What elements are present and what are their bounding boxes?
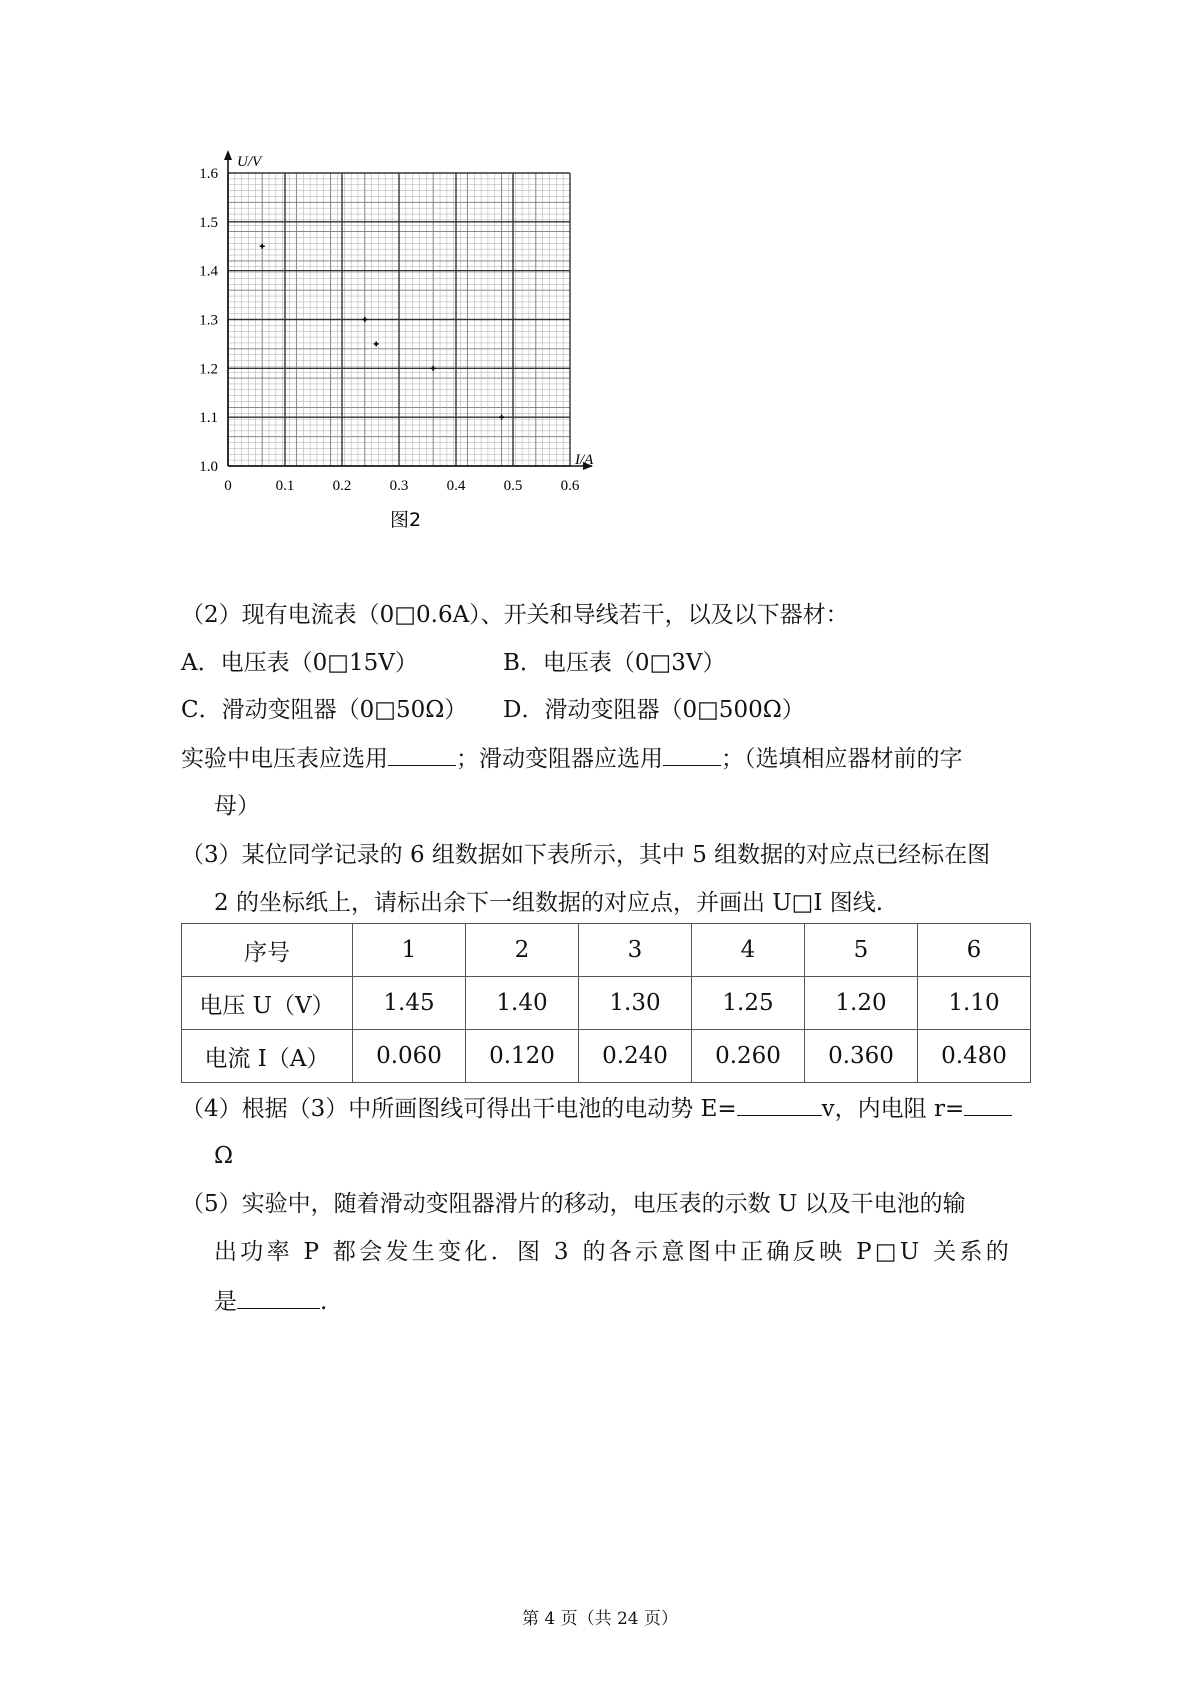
table-cell: 1 <box>353 924 466 977</box>
q4-emf-text: （4）根据（3）中所画图线可得出干电池的电动势 E= <box>181 1096 737 1122</box>
data-table <box>181 923 1031 1083</box>
q4-unit: Ω <box>214 1143 234 1169</box>
table-row <box>182 1030 1031 1083</box>
q2-intro: （2）现有电流表（0□0.6A）、开关和导线若干，以及以下器材： <box>181 602 849 628</box>
table-cell: 0.480 <box>918 1030 1031 1083</box>
x-tick-label: 0.4 <box>446 478 466 494</box>
table-cell: 0.260 <box>692 1030 805 1083</box>
q5-line1: （5）实验中，随着滑动变阻器滑片的移动，电压表的示数 U 以及干电池的输 <box>181 1191 966 1217</box>
q2-option-d: D．滑动变阻器（0□500Ω） <box>503 697 805 723</box>
q4-resistance-text: v，内电阻 r= <box>821 1096 965 1122</box>
x-tick-label: 0.2 <box>332 478 352 494</box>
emf-answer-blank[interactable] <box>737 1097 822 1116</box>
q5-line2: 出功率 P 都会发生变化．图 3 的各示意图中正确反映 P□U 关系的 <box>214 1239 1013 1265</box>
q5-period: . <box>320 1289 328 1315</box>
table-cell: 0.120 <box>466 1030 579 1083</box>
q2-ask-voltmeter: 实验中电压表应选用 <box>181 746 388 772</box>
table-row <box>182 977 1031 1030</box>
y-tick-label: 1.0 <box>199 459 218 475</box>
table-cell: 1.20 <box>805 977 918 1030</box>
y-tick-label: 1.3 <box>199 312 218 329</box>
table-cell: 电流 I（A） <box>182 1030 353 1083</box>
y-axis-arrow <box>224 150 232 160</box>
table-cell: 1.10 <box>918 977 1031 1030</box>
table-cell: 1.30 <box>579 977 692 1030</box>
rheostat-answer-blank[interactable] <box>663 747 721 766</box>
table-cell: 1.40 <box>466 977 579 1030</box>
data-point <box>362 317 367 322</box>
q2-option-b: B．电压表（0□3V） <box>503 650 726 676</box>
q5-line3 <box>214 1290 327 1314</box>
table-cell: 4 <box>692 924 805 977</box>
figure-caption: 图2 <box>390 509 422 531</box>
table-cell: 2 <box>466 924 579 977</box>
y-axis-label: U/V <box>237 154 262 170</box>
page-footer: 第 4 页（共 24 页） <box>521 1609 679 1629</box>
q3-line2: 2 的坐标纸上，请标出余下一组数据的对应点，并画出 U□I 图线. <box>214 890 884 916</box>
y-tick-label: 1.1 <box>199 410 218 427</box>
table-cell: 0.240 <box>579 1030 692 1083</box>
voltmeter-answer-blank[interactable] <box>388 747 456 766</box>
resistance-answer-blank[interactable] <box>964 1097 1012 1116</box>
p-u-answer-blank[interactable] <box>237 1290 320 1309</box>
x-tick-label: 0.3 <box>389 478 409 494</box>
q5-ask: 是 <box>214 1289 237 1315</box>
q2-option-c: C．滑动变阻器（0□50Ω） <box>181 697 468 723</box>
table-cell: 3 <box>579 924 692 977</box>
table-cell: 0.360 <box>805 1030 918 1083</box>
data-point <box>260 244 265 249</box>
q2-question <box>181 747 963 771</box>
figure-2 <box>180 150 650 580</box>
table-header-row <box>182 924 1031 977</box>
table-cell: 5 <box>805 924 918 977</box>
y-tick-label: 1.2 <box>199 361 218 378</box>
q2-ask-rheostat: ；滑动变阻器应选用 <box>456 746 663 772</box>
table-cell: 序号 <box>182 924 353 977</box>
y-tick-label: 1.5 <box>199 214 218 231</box>
data-point <box>374 341 379 346</box>
x-tick-label: 0.6 <box>560 478 580 494</box>
q4-line1 <box>181 1097 1012 1121</box>
y-tick-label: 1.6 <box>199 166 218 182</box>
u-i-chart <box>180 150 650 580</box>
x-tick-label: 0.1 <box>275 478 295 494</box>
q2-ask-note: ；（选填相应器材前的字 <box>721 746 963 772</box>
table-cell: 6 <box>918 924 1031 977</box>
q2-question-cont: 母） <box>214 793 260 819</box>
table-cell: 1.45 <box>353 977 466 1030</box>
x-axis-label: I/A <box>575 452 594 468</box>
x-tick-label: 0.5 <box>503 478 523 494</box>
table-cell: 电压 U（V） <box>182 977 353 1030</box>
table-cell: 1.25 <box>692 977 805 1030</box>
table-cell: 0.060 <box>353 1030 466 1083</box>
x-tick-label: 0 <box>224 478 232 494</box>
q2-option-a: A．电压表（0□15V） <box>181 650 418 676</box>
q3-line1: （3）某位同学记录的 6 组数据如下表所示，其中 5 组数据的对应点已经标在图 <box>181 842 991 868</box>
y-tick-label: 1.4 <box>199 263 218 280</box>
